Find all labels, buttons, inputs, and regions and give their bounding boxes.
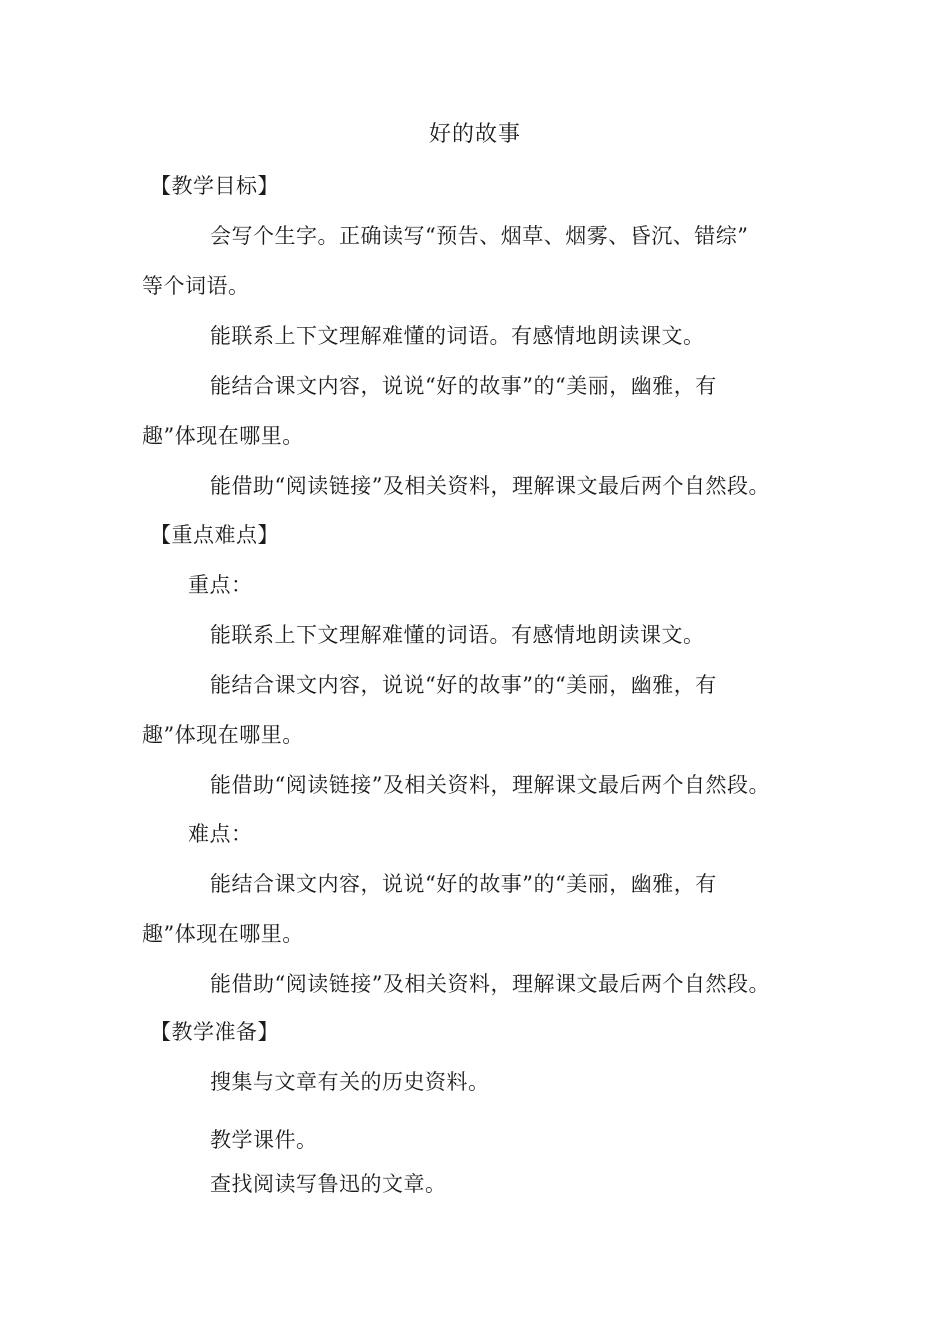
paragraph-line: 会写个生字。正确读写“预告、烟草、烟雾、昏沉、错综” — [210, 224, 749, 248]
section-heading-key-points: 【重点难点】 — [150, 523, 279, 547]
paragraph-line: 能借助“阅读链接”及相关资料，理解课文最后两个自然段。 — [210, 972, 770, 996]
paragraph-line: 趣”体现在哪里。 — [142, 723, 304, 747]
paragraph-line: 搜集与文章有关的历史资料。 — [210, 1070, 490, 1094]
paragraph-line: 教学课件。 — [210, 1128, 318, 1152]
paragraph-line: 能联系上下文理解难懂的词语。有感情地朗读课文。 — [210, 324, 705, 348]
document-title: 好的故事 — [428, 122, 521, 147]
paragraph-line: 趣”体现在哪里。 — [142, 922, 304, 946]
paragraph-line: 能借助“阅读链接”及相关资料，理解课文最后两个自然段。 — [210, 773, 770, 797]
sub-label-difficult: 难点： — [188, 822, 253, 846]
sub-label-key: 重点： — [188, 573, 253, 597]
paragraph-line: 等个词语。 — [142, 274, 250, 298]
section-heading-preparation: 【教学准备】 — [150, 1020, 279, 1044]
paragraph-line: 能联系上下文理解难懂的词语。有感情地朗读课文。 — [210, 623, 705, 647]
section-heading-objectives: 【教学目标】 — [150, 174, 279, 198]
paragraph-line: 查找阅读写鲁迅的文章。 — [210, 1172, 447, 1196]
paragraph-line: 能借助“阅读链接”及相关资料，理解课文最后两个自然段。 — [210, 474, 770, 498]
paragraph-line: 能结合课文内容，说说“好的故事”的“美丽，幽雅，有 — [210, 673, 717, 697]
paragraph-line: 能结合课文内容，说说“好的故事”的“美丽，幽雅，有 — [210, 872, 717, 896]
paragraph-line: 趣”体现在哪里。 — [142, 424, 304, 448]
paragraph-line: 能结合课文内容，说说“好的故事”的“美丽，幽雅，有 — [210, 374, 717, 398]
